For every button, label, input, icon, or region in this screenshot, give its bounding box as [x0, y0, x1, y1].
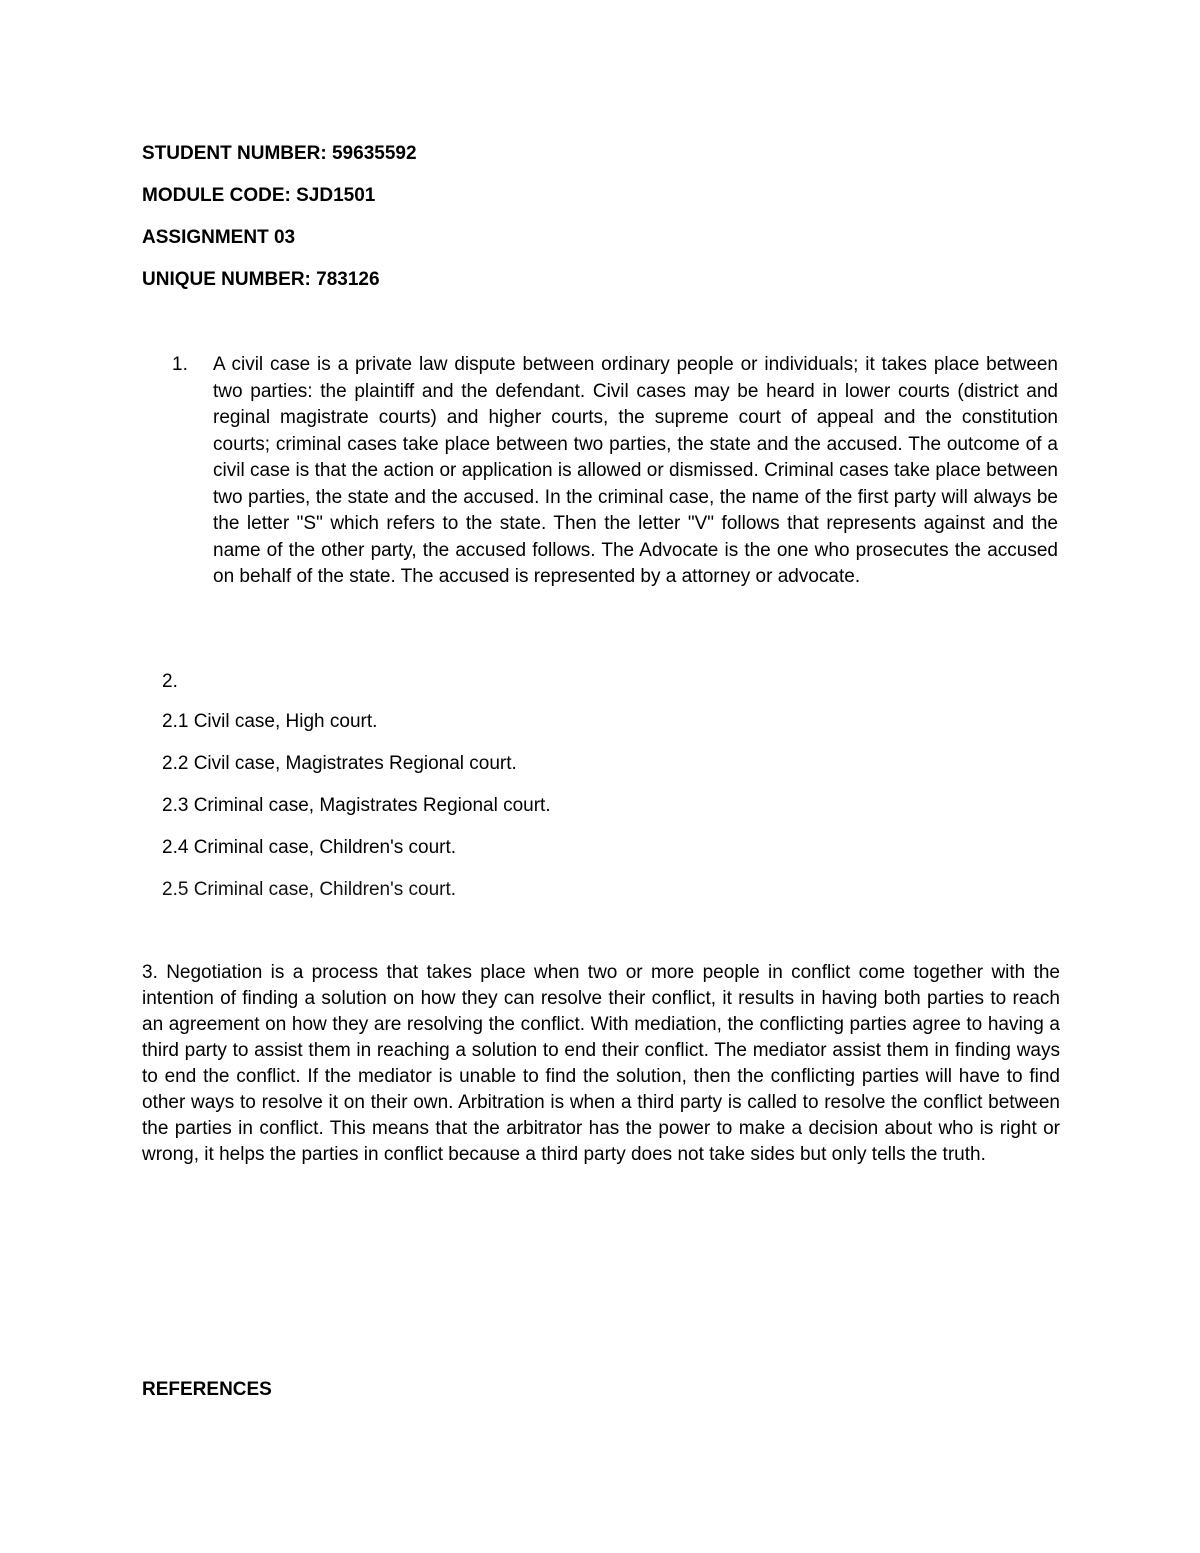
- question-3-answer: 3. Negotiation is a process that takes place when two or more people in conflict come together with the intention of finding a solution on how they can resolve their conflict, it results in having both parties to reach an agreement on how they are resolving the conflict. With mediation, the conflicting parties agree to having a third party to assist them in reaching a solution to end their conflict. The mediator assist them in finding ways to end the conflict. If the mediator is unable to find the solution, then the conflicting parties will have to find other ways to resolve it on their own. Arbitration is when a third party is called to resolve the conflict between the parties in conflict. This means that the arbitrator has the power to make a decision about who is right or wrong, it helps the parties in conflict because a third party does not take sides but only tells the truth.: [142, 962, 1060, 1165]
- question-2-item: 2.1 Civil case, High court.: [162, 711, 378, 732]
- question-1-number: 1.: [172, 354, 188, 375]
- references-heading: REFERENCES: [142, 1379, 272, 1400]
- student-number: STUDENT NUMBER: 59635592: [142, 143, 417, 164]
- question-1-answer: A civil case is a private law dispute between ordinary people or individuals; it takes place between two parties: the plaintiff and the defendant. Civil cases may be heard in lower courts (district and reginal magistrate courts) and higher courts, the supreme court of appeal and the constitution courts; criminal cases take place between two parties, the state and the accused. The outcome of a civil case is that the action or application is allowed or dismissed. Criminal cases take place between two parties, the state and the accused. In the criminal case, the name of the first party will always be the letter "S" which refers to the state. Then the letter "V" follows that represents against and the name of the other party, the accused follows. The Advocate is the one who prosecutes the accused on behalf of the state. The accused is represented by a attorney or advocate.: [213, 354, 1058, 587]
- question-2-item: 2.3 Criminal case, Magistrates Regional court.: [162, 795, 551, 816]
- assignment-title: ASSIGNMENT 03: [142, 227, 296, 248]
- module-code: MODULE CODE: SJD1501: [142, 185, 376, 206]
- question-2-item: 2.2 Civil case, Magistrates Regional court.: [162, 753, 517, 774]
- question-2-number: 2.: [162, 671, 178, 692]
- unique-number: UNIQUE NUMBER: 783126: [142, 269, 380, 290]
- question-2-item: 2.4 Criminal case, Children's court.: [162, 837, 457, 858]
- question-2-item: 2.5 Criminal case, Children's court.: [162, 879, 457, 900]
